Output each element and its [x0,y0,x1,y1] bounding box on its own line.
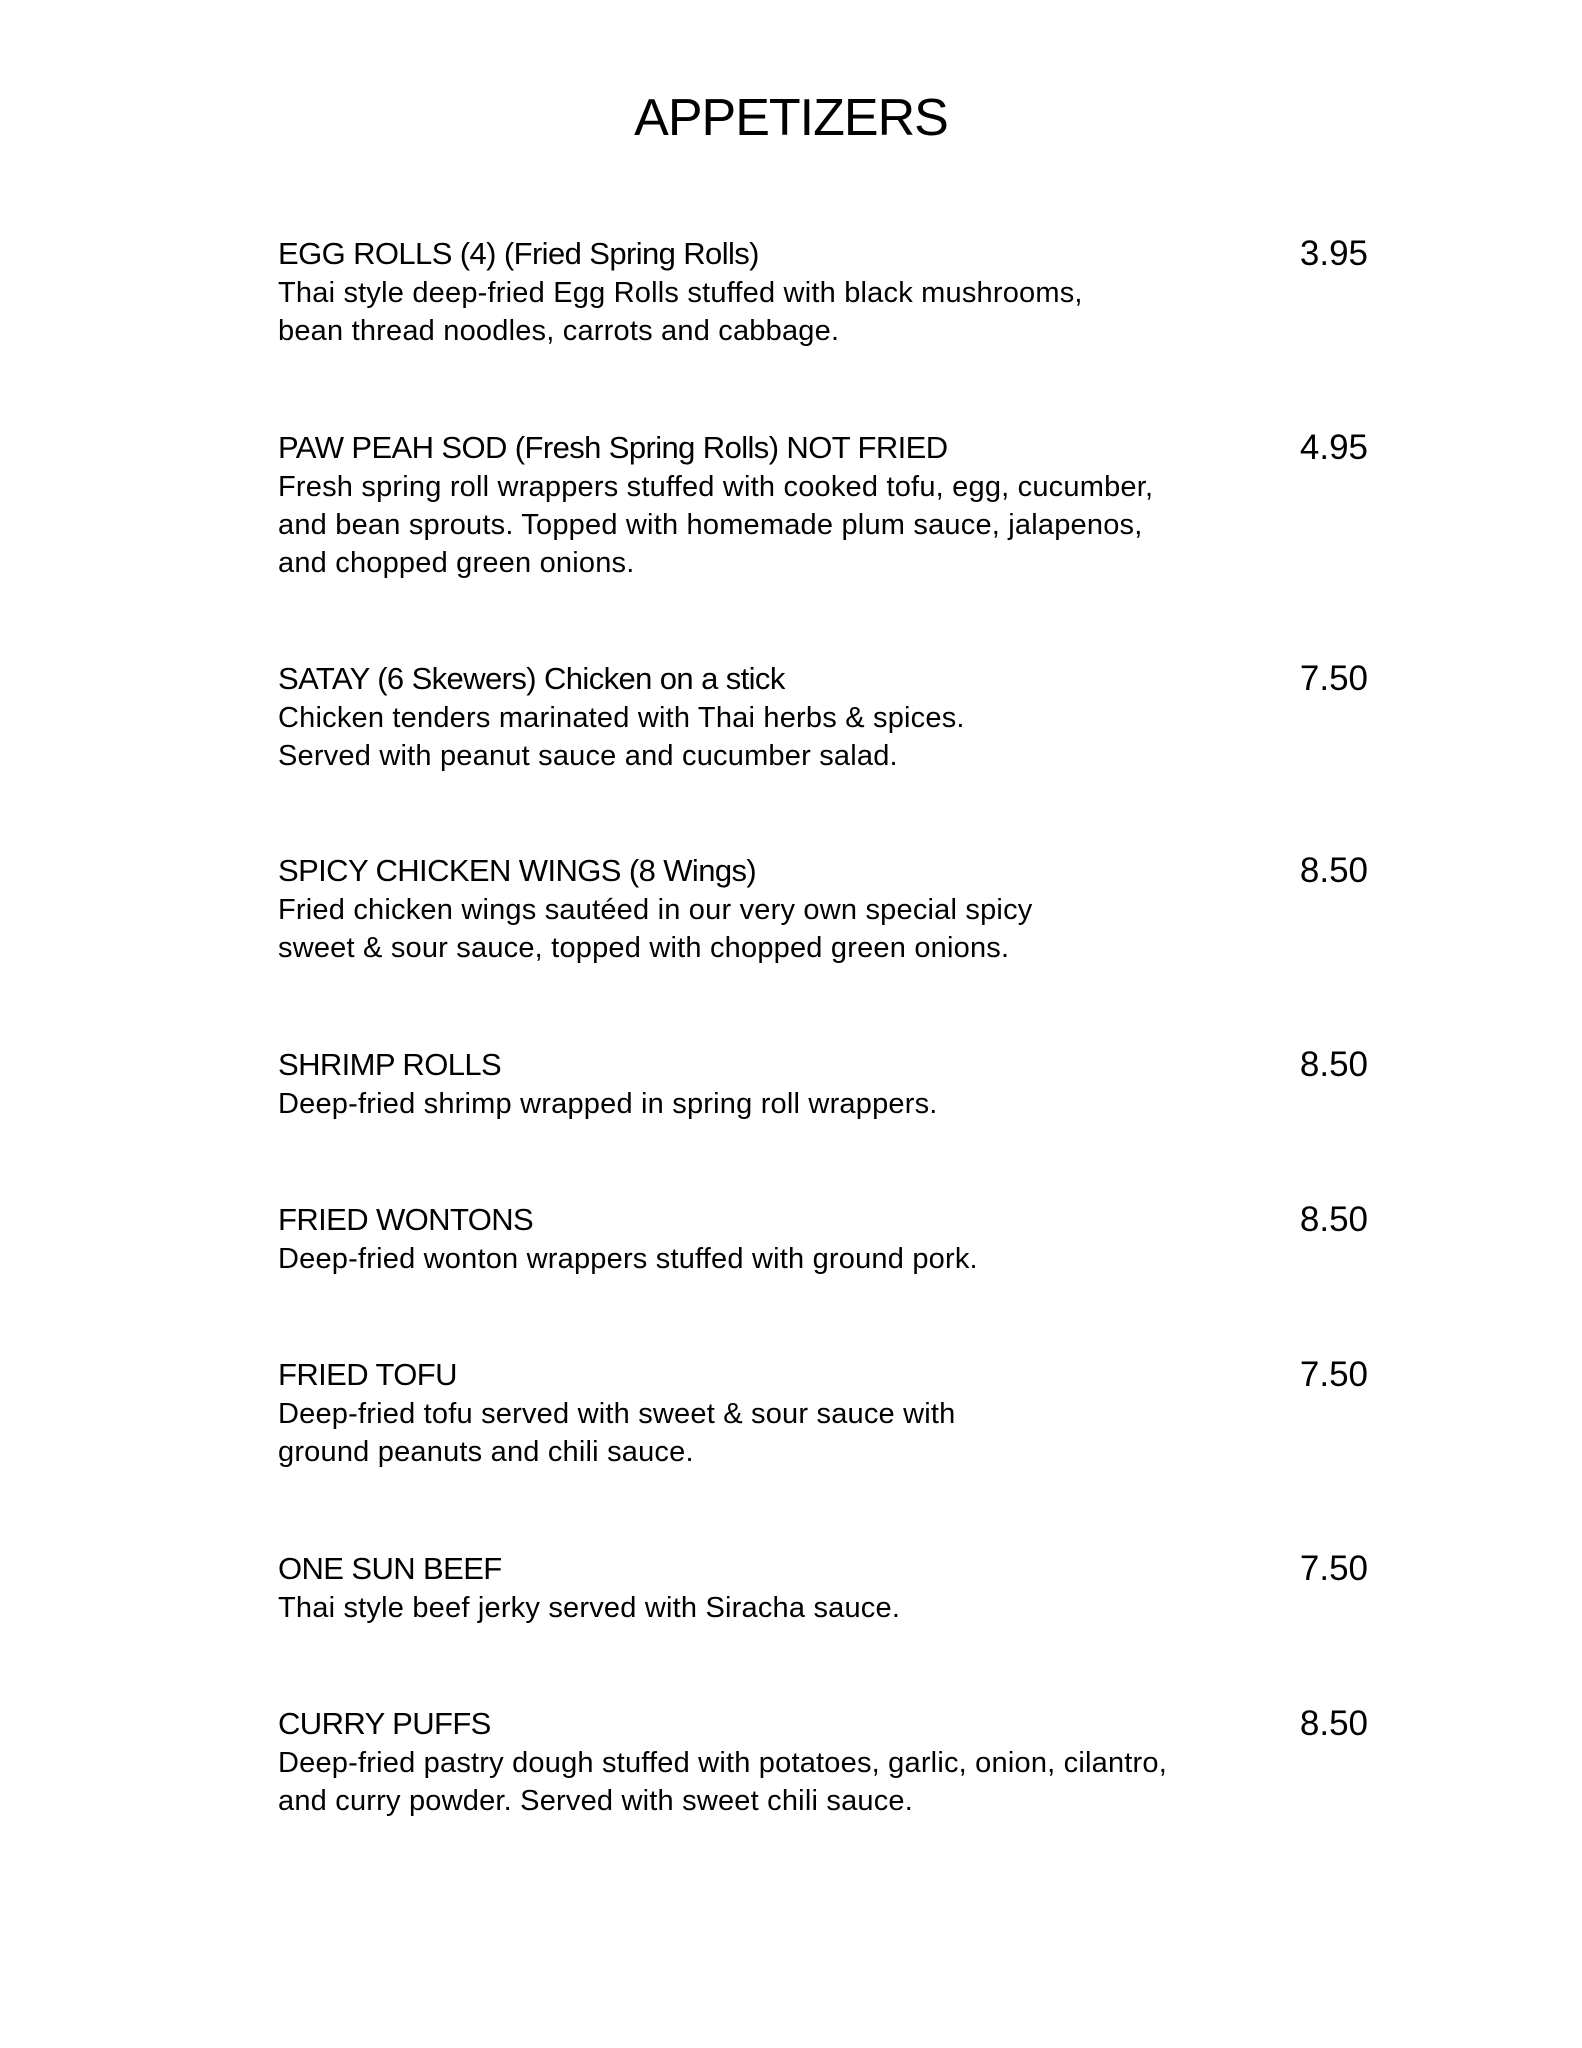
item-name: PAW PEAH SOD (Fresh Spring Rolls) NOT FRIED [278,430,948,465]
item-name: FRIED TOFU [278,1357,457,1392]
item-name: CURRY PUFFS [278,1706,491,1741]
description-line: sweet & sour sauce, topped with chopped green onions. [278,932,1010,964]
menu-item-shrimp-rolls [278,1045,1368,1123]
item-description [278,274,1368,350]
item-header [278,659,1368,699]
menu-item-satay [278,659,1368,775]
menu-item-spicy-chicken-wings [278,851,1368,967]
item-name: SPICY CHICKEN WINGS (8 Wings) [278,853,757,888]
item-name: SHRIMP ROLLS [278,1047,502,1082]
item-header [278,1549,1368,1589]
item-description [278,1240,1368,1278]
description-line: Fresh spring roll wrappers stuffed with cooked tofu, egg, cucumber, [278,471,1154,503]
description-line: Deep-fried wonton wrappers stuffed with ground pork. [278,1243,978,1275]
item-header [278,851,1368,891]
item-header [278,428,1368,468]
description-line: bean thread noodles, carrots and cabbage. [278,315,840,347]
item-description [278,1589,1368,1627]
item-header [278,1355,1368,1395]
description-line: Chicken tenders marinated with Thai herbs & spices. [278,702,965,734]
item-header [278,1045,1368,1085]
item-header [278,1200,1368,1240]
menu-item-one-sun-beef [278,1549,1368,1627]
description-line: Deep-fried tofu served with sweet & sour sauce with [278,1398,956,1430]
menu-item-paw-peah-sod [278,428,1368,582]
item-description [278,699,1368,775]
item-header [278,1704,1368,1744]
item-description [278,1085,1368,1123]
item-description [278,468,1368,582]
item-description [278,1395,1368,1471]
item-price: 8.50 [1299,851,1368,890]
description-line: Deep-fried pastry dough stuffed with potatoes, garlic, onion, cilantro, [278,1747,1168,1779]
item-price: 3.95 [1299,234,1368,273]
description-line: Thai style deep-fried Egg Rolls stuffed with black mushrooms, [278,277,1083,309]
item-price: 8.50 [1299,1704,1368,1743]
item-name: FRIED WONTONS [278,1202,534,1237]
item-price: 8.50 [1299,1200,1368,1239]
description-line: Fried chicken wings sautéed in our very own special spicy [278,894,1033,926]
menu-item-fried-wontons [278,1200,1368,1278]
description-line: Thai style beef jerky served with Siracha sauce. [278,1592,901,1624]
description-line: and curry powder. Served with sweet chili sauce. [278,1785,914,1817]
description-line: Deep-fried shrimp wrapped in spring roll wrappers. [278,1088,938,1120]
item-price: 7.50 [1299,659,1368,698]
item-name: SATAY (6 Skewers) Chicken on a stick [278,661,785,696]
description-line: Served with peanut sauce and cucumber salad. [278,740,898,772]
page-title: APPETIZERS [634,89,948,147]
description-line: ground peanuts and chili sauce. [278,1436,694,1468]
item-name: ONE SUN BEEF [278,1551,502,1586]
item-name: EGG ROLLS (4) (Fried Spring Rolls) [278,236,759,271]
description-line: and chopped green onions. [278,547,635,579]
item-description [278,1744,1368,1820]
description-line: and bean sprouts. Topped with homemade plum sauce, jalapenos, [278,509,1143,541]
item-price: 8.50 [1299,1045,1368,1084]
menu-item-egg-rolls [278,234,1368,350]
item-price: 4.95 [1299,428,1368,467]
item-description [278,891,1368,967]
menu-item-fried-tofu [278,1355,1368,1471]
item-header [278,234,1368,274]
item-price: 7.50 [1299,1355,1368,1394]
item-price: 7.50 [1299,1549,1368,1588]
menu-item-curry-puffs [278,1704,1368,1820]
